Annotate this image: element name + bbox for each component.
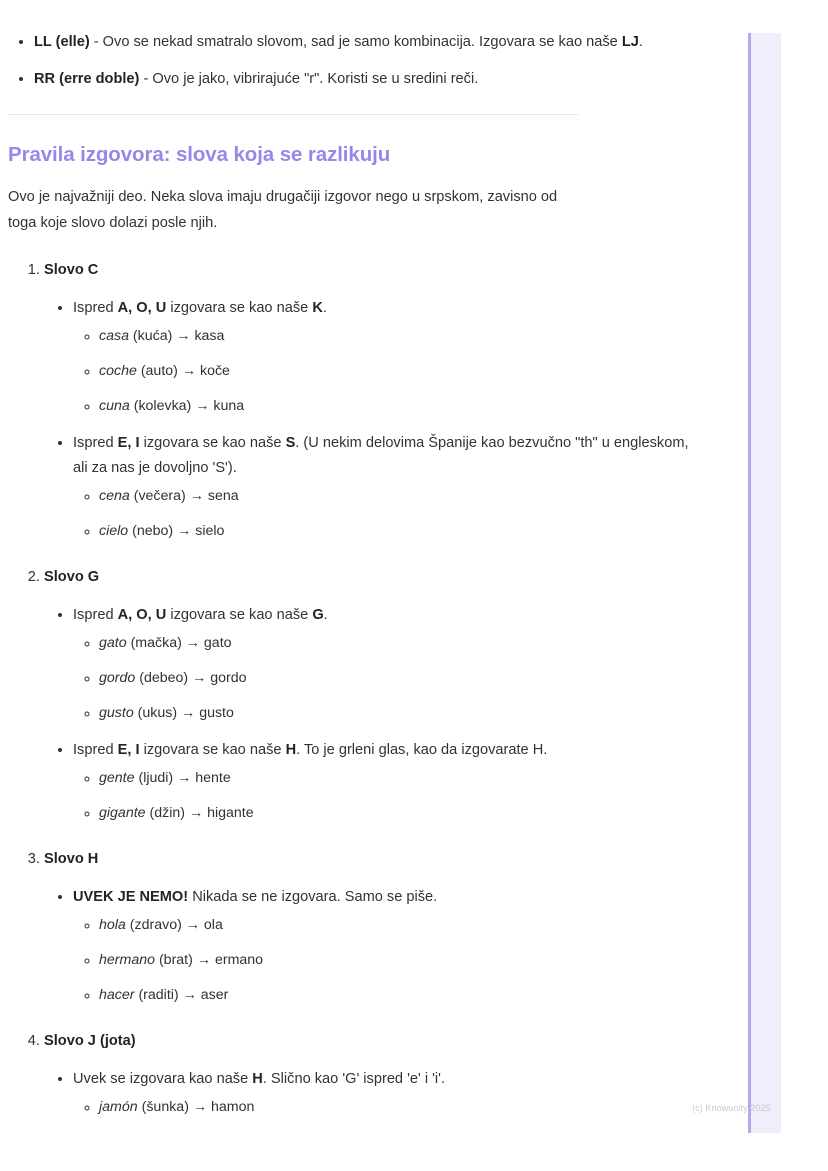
example-item [99,632,700,654]
example-item [99,325,700,347]
example-item [99,520,700,542]
case-result: H [285,742,297,758]
example-word: gordo [99,670,136,686]
right-accent-panel [748,33,781,1133]
arrow-icon: → [195,398,210,415]
case-result: S [285,435,296,452]
arrow-icon: → [192,1099,208,1116]
rule-title: Slovo H [44,850,99,867]
example-word: coche [99,363,137,380]
example-meaning: (brat) [158,951,193,968]
example-word: hola [99,916,126,933]
example-meaning: (večera) [133,487,186,504]
case-letters: A, O, U [117,607,167,624]
example-list [73,632,700,724]
digraph-list [0,30,700,92]
example-meaning: (zdravo) [129,916,182,933]
example-pronunciation: gusto [199,705,234,721]
rule-cases [44,885,700,1006]
example-word: hermano [99,951,155,968]
example-word: gato [99,635,127,651]
example-word: casa [99,328,129,345]
case-lead-pre: Ispred [73,435,118,452]
example-meaning: (auto) [140,363,178,380]
case-item [73,738,700,824]
example-meaning: (ljudi) [138,769,174,786]
rule-item [44,848,700,1006]
arrow-icon: → [176,328,191,345]
example-pronunciation: hente [195,769,231,786]
rule-item [44,1030,700,1118]
case-letters: A, O, U [117,300,167,317]
example-meaning: (kuća) [132,328,173,345]
pronunciation-rules-list [0,259,700,1118]
digraph-term: RR (erre doble) [34,71,140,88]
case-item [73,431,700,542]
example-word: cena [99,487,130,504]
section-lead-paragraph: Ovo je najvažniji deo. Neka slova imaju drugačiji izgovor nego u srpskom, zavisno od toga koje slovo dolazi posle njih. [8,189,558,232]
example-item [99,802,700,824]
digraph-description: Ovo se nekad smatralo slovom, sad je samo kombinacija. Izgovara se kao naše [102,34,622,50]
case-lead-post: . To je grleni glas, kao da izgovarate H. [296,742,548,758]
case-lead-pre: Ispred [73,607,118,624]
example-meaning: (raditi) [138,986,179,1003]
example-pronunciation: ola [203,916,223,933]
digraph-description: Ovo je jako, vibrirajuće "r". Koristi se u sredini reči. [152,71,479,88]
list-item [34,30,700,55]
example-pronunciation: gato [203,635,232,651]
case-lead-mid: izgovara se kao naše [166,607,313,624]
case-letters: E, I [117,435,140,452]
rule-item [44,259,700,542]
case-lead-post: . (U nekim delovima Španije kao bezvučno "th" u engleskom, ali za nas je dovoljno 'S'). [73,435,689,477]
example-meaning: (debeo) [139,670,189,686]
example-pronunciation: gordo [210,670,247,686]
example-word: cuna [99,398,130,415]
case-lead-mid: Nikada se ne izgovara. Samo se piše. [188,889,438,906]
example-pronunciation: aser [200,986,229,1003]
example-item [99,395,700,417]
rule-item [44,566,700,824]
example-pronunciation: sielo [195,522,225,539]
separator: - [139,71,153,88]
example-item [99,702,700,724]
example-meaning: (šunka) [141,1099,189,1116]
example-word: jamón [99,1099,138,1116]
case-letters: UVEK JE NEMO! [73,889,189,906]
case-item [73,1067,700,1118]
example-meaning: (ukus) [137,705,178,721]
case-lead-post: . Slično kao 'G' ispred 'e' i 'i'. [262,1071,446,1088]
case-lead-mid: izgovara se kao naše [166,300,313,317]
rule-cases [44,1067,700,1118]
case-lead-mid: izgovara se kao naše [139,435,286,452]
example-item [99,767,700,789]
arrow-icon: → [185,635,200,651]
example-word: gigante [99,804,146,821]
example-pronunciation: kuna [213,398,245,415]
case-lead-post: . [323,607,328,624]
example-pronunciation: sena [207,487,239,504]
example-pronunciation: kasa [194,328,225,345]
list-item [34,67,700,92]
case-result: G [312,607,324,624]
rule-title: Slovo J (jota) [44,1032,136,1049]
example-item [99,1096,700,1118]
arrow-icon: → [189,487,204,504]
case-lead-mid: izgovara se kao naše [139,742,286,758]
example-pronunciation: koče [199,363,230,380]
arrow-icon: → [188,804,204,821]
arrow-icon: → [177,769,192,786]
case-item [73,603,700,724]
arrow-icon: → [181,363,197,380]
separator: - [89,34,103,50]
arrow-icon: → [177,522,192,539]
section-heading: Pravila izgovora: slova koja se razlikuju [8,143,391,167]
example-item [99,949,700,971]
section-divider [8,114,578,115]
case-lead-pre: Uvek se izgovara kao naše [73,1071,253,1088]
rule-cases [44,603,700,824]
case-letters: E, I [117,742,140,758]
case-lead-pre: Ispred [73,742,118,758]
case-result: H [252,1071,263,1088]
example-list [73,325,700,417]
digraph-emphasis: LJ [621,34,639,50]
example-meaning: (kolevka) [133,398,192,415]
case-result: K [312,300,323,317]
example-pronunciation: hamon [211,1099,255,1116]
rule-title: Slovo C [44,262,99,279]
example-meaning: (džin) [149,804,185,821]
arrow-icon: → [185,916,200,933]
example-item [99,360,700,382]
example-list [73,1096,700,1118]
arrow-icon: → [192,670,207,686]
digraph-description-tail: . [638,34,643,50]
case-item [73,885,700,1006]
example-item [99,984,700,1006]
case-lead-post: . [322,300,327,317]
example-pronunciation: ermano [214,951,264,968]
arrow-icon: → [182,986,197,1003]
example-item [99,667,700,689]
copyright-watermark: (c) Knowunity 2025 [692,1103,771,1113]
arrow-icon: → [196,951,211,968]
example-word: gente [99,769,135,786]
rule-title: Slovo G [44,568,100,585]
example-meaning: (nebo) [132,522,174,539]
example-word: cielo [99,522,129,539]
example-list [73,485,700,542]
case-lead-pre: Ispred [73,300,118,317]
digraph-term: LL (elle) [34,34,90,50]
example-list [73,914,700,1006]
example-pronunciation: higante [207,804,254,821]
example-word: gusto [99,705,134,721]
case-item [73,296,700,417]
rule-cases [44,296,700,541]
example-item [99,914,700,936]
example-meaning: (mačka) [130,635,182,651]
example-list [73,767,700,824]
example-word: hacer [99,986,135,1003]
example-item [99,485,700,507]
arrow-icon: → [181,705,196,721]
